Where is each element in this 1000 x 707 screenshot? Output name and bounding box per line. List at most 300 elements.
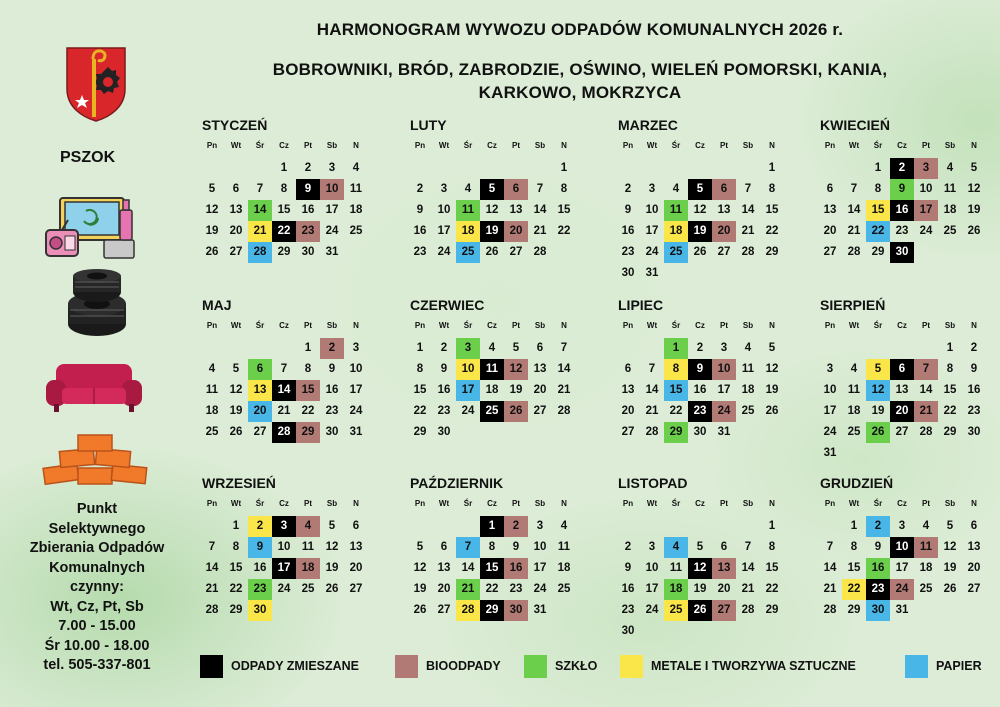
weekday-header: Pt [512, 141, 520, 150]
day-cell: 17 [325, 204, 339, 216]
day-cell: 4 [946, 162, 954, 174]
legend-swatch [395, 655, 418, 678]
day-cell: 24 [533, 583, 547, 595]
day-cell: 5 [416, 541, 424, 553]
day-cell: 10 [349, 363, 363, 375]
legend-item-bio [395, 654, 501, 678]
empty-cell [456, 158, 480, 179]
day-cell: 15 [413, 384, 427, 396]
day-cell-metal: 21 [248, 221, 272, 242]
day-cell-glass: 6 [248, 359, 272, 380]
month-grid [616, 495, 791, 642]
empty-cell [616, 158, 640, 179]
day-cell-black: 19 [480, 221, 504, 242]
day-cell: 10 [645, 204, 659, 216]
info-line: Punkt [76, 501, 118, 517]
info-line: Zbierania Odpadów [29, 540, 165, 556]
day-cell-paper: 17 [456, 380, 480, 401]
day-cell-metal: 5 [866, 359, 890, 380]
day-cell: 14 [823, 562, 837, 574]
day-cell-bio: 30 [504, 600, 528, 621]
day-cell: 21 [205, 583, 219, 595]
empty-cell [248, 158, 272, 179]
weekday-header: Sb [742, 321, 754, 330]
day-cell: 14 [919, 384, 933, 396]
day-cell: 15 [765, 204, 779, 216]
day-cell-black: 12 [688, 558, 712, 579]
weekday-header: Pt [512, 499, 520, 508]
day-cell: 14 [741, 204, 755, 216]
legend-item-glass [524, 654, 597, 678]
day-cell: 9 [416, 204, 424, 216]
day-cell: 6 [624, 363, 632, 375]
day-cell: 12 [229, 384, 243, 396]
day-cell: 25 [943, 225, 957, 237]
day-cell: 26 [943, 583, 957, 595]
weekday-header: Pn [622, 321, 634, 330]
day-cell-black: 28 [272, 422, 296, 443]
day-cell-glass: 9 [890, 179, 914, 200]
day-cell: 11 [349, 183, 363, 195]
day-cell: 30 [621, 267, 635, 279]
day-cell: 18 [205, 405, 219, 417]
day-cell: 1 [280, 162, 288, 174]
month-name: LISTOPAD [618, 475, 688, 491]
day-cell: 19 [325, 562, 339, 574]
weekday-header: Sb [534, 141, 546, 150]
empty-cell [688, 516, 712, 537]
empty-cell [616, 338, 640, 359]
day-cell: 4 [744, 342, 752, 354]
empty-cell [890, 338, 914, 359]
day-cell-glass: 18 [664, 579, 688, 600]
day-cell: 8 [488, 541, 496, 553]
day-cell: 9 [328, 363, 336, 375]
month-block [616, 296, 791, 443]
day-cell: 19 [205, 225, 219, 237]
day-cell: 31 [645, 267, 659, 279]
empty-cell [408, 158, 432, 179]
day-cell: 6 [826, 183, 834, 195]
month-block [408, 296, 583, 443]
empty-cell [272, 338, 296, 359]
day-cell: 20 [229, 225, 243, 237]
day-cell: 8 [560, 183, 568, 195]
weekday-header: Pn [622, 141, 634, 150]
day-cell: 26 [413, 604, 427, 616]
legend-label: ODPADY ZMIESZANE [231, 659, 360, 673]
empty-cell [432, 516, 456, 537]
day-cell: 27 [823, 246, 837, 258]
day-cell: 3 [440, 183, 448, 195]
weekday-header: Śr [671, 499, 681, 508]
day-cell: 25 [919, 583, 933, 595]
day-cell: 11 [741, 363, 755, 375]
info-line: Wt, Cz, Pt, Sb [50, 598, 144, 615]
day-cell-metal: 22 [842, 579, 866, 600]
month-name: STYCZEŃ [202, 117, 268, 133]
weekday-header: Wt [230, 499, 242, 508]
day-cell: 1 [416, 342, 424, 354]
month-grid [616, 317, 791, 443]
weekday-header: Śr [873, 321, 883, 330]
weekday-header: Sb [742, 499, 754, 508]
day-cell-bio: 7 [914, 359, 938, 380]
day-cell-bio: 18 [296, 558, 320, 579]
day-cell: 4 [850, 363, 858, 375]
weekday-header: Cz [695, 141, 705, 150]
day-cell: 9 [624, 562, 632, 574]
month-name: MARZEC [618, 117, 678, 133]
weekday-header: Pt [304, 499, 312, 508]
day-cell: 15 [229, 562, 243, 574]
day-cell-paper: 20 [248, 401, 272, 422]
weekday-header: Cz [695, 499, 705, 508]
day-cell: 24 [645, 246, 659, 258]
day-cell: 15 [943, 384, 957, 396]
day-cell-black: 2 [890, 158, 914, 179]
day-cell-bio: 12 [504, 359, 528, 380]
month-grid [818, 495, 993, 621]
info-line: Śr 10.00 - 18.00 [44, 637, 150, 654]
day-cell: 21 [645, 405, 659, 417]
empty-cell [200, 516, 224, 537]
day-cell: 26 [967, 225, 981, 237]
day-cell: 22 [557, 225, 571, 237]
day-cell: 16 [253, 562, 267, 574]
day-cell: 27 [509, 246, 523, 258]
day-cell: 12 [205, 204, 219, 216]
empty-cell [480, 158, 504, 179]
weekday-header: Śr [671, 321, 681, 330]
day-cell: 10 [823, 384, 837, 396]
day-cell: 19 [967, 204, 981, 216]
empty-cell [432, 158, 456, 179]
day-cell: 21 [533, 225, 547, 237]
weekday-header: N [353, 499, 359, 508]
day-cell: 3 [328, 162, 336, 174]
day-cell: 22 [943, 405, 957, 417]
empty-cell [200, 338, 224, 359]
day-cell: 7 [208, 541, 216, 553]
day-cell: 13 [823, 204, 837, 216]
empty-cell [736, 158, 760, 179]
day-cell: 6 [970, 520, 978, 532]
day-cell: 6 [352, 520, 360, 532]
weekday-header: Pn [414, 141, 426, 150]
day-cell: 8 [768, 541, 776, 553]
day-cell-bio: 20 [504, 221, 528, 242]
day-cell-black: 26 [688, 600, 712, 621]
month-grid [200, 137, 375, 263]
day-cell: 3 [720, 342, 728, 354]
day-cell: 15 [765, 562, 779, 574]
day-cell: 6 [440, 541, 448, 553]
empty-cell [224, 158, 248, 179]
weekday-header: N [971, 321, 977, 330]
info-line: Komunalnych [49, 559, 145, 576]
day-cell-bio: 23 [296, 221, 320, 242]
day-cell: 12 [943, 541, 957, 553]
day-cell: 7 [536, 183, 544, 195]
weekday-header: Cz [487, 499, 497, 508]
day-cell: 4 [488, 342, 496, 354]
day-cell: 3 [898, 520, 906, 532]
empty-cell [712, 158, 736, 179]
day-cell: 27 [533, 405, 547, 417]
day-cell-black: 16 [890, 200, 914, 221]
empty-cell [866, 338, 890, 359]
day-cell: 4 [464, 183, 472, 195]
day-cell: 12 [413, 562, 427, 574]
weekday-header: Pt [922, 321, 930, 330]
day-cell: 28 [741, 604, 755, 616]
weekday-header: N [769, 321, 775, 330]
month-grid [616, 137, 791, 284]
day-cell: 8 [280, 183, 288, 195]
day-cell-metal: 15 [866, 200, 890, 221]
day-cell: 10 [919, 183, 933, 195]
day-cell: 6 [232, 183, 240, 195]
weekday-header: Pt [512, 321, 520, 330]
empty-cell [914, 338, 938, 359]
day-cell-glass: 21 [456, 579, 480, 600]
day-cell: 17 [437, 225, 451, 237]
day-cell: 13 [967, 541, 981, 553]
day-cell-bio: 10 [712, 359, 736, 380]
day-cell: 30 [621, 625, 635, 637]
weekday-header: Cz [695, 321, 705, 330]
day-cell: 23 [621, 604, 635, 616]
day-cell: 17 [895, 562, 909, 574]
day-cell: 23 [895, 225, 909, 237]
day-cell: 21 [277, 405, 291, 417]
day-cell-bio: 4 [296, 516, 320, 537]
day-cell-glass: 11 [456, 200, 480, 221]
month-block [200, 474, 375, 621]
month-name: PAŹDZIERNIK [410, 475, 504, 491]
day-cell: 18 [349, 204, 363, 216]
legend-swatch [524, 655, 547, 678]
day-cell-glass: 26 [866, 422, 890, 443]
day-cell-black: 29 [480, 600, 504, 621]
day-cell: 13 [229, 204, 243, 216]
day-cell-bio: 15 [296, 380, 320, 401]
month-name: SIERPIEŃ [820, 297, 886, 313]
weekday-header: N [353, 141, 359, 150]
day-cell: 29 [229, 604, 243, 616]
empty-cell [640, 516, 664, 537]
empty-cell [712, 516, 736, 537]
day-cell: 24 [325, 225, 339, 237]
day-cell-black: 23 [688, 401, 712, 422]
day-cell-bio: 26 [504, 401, 528, 422]
day-cell: 7 [744, 183, 752, 195]
day-cell: 28 [823, 604, 837, 616]
day-cell: 16 [693, 384, 707, 396]
day-cell: 5 [696, 541, 704, 553]
weekday-header: Pt [922, 141, 930, 150]
month-grid [818, 317, 993, 464]
day-cell-glass: 1 [664, 338, 688, 359]
day-cell: 27 [437, 604, 451, 616]
day-cell-paper: 25 [664, 242, 688, 263]
day-cell: 12 [325, 541, 339, 553]
day-cell: 26 [485, 246, 499, 258]
day-cell: 3 [536, 520, 544, 532]
weekday-header: Śr [873, 499, 883, 508]
day-cell: 27 [621, 426, 635, 438]
day-cell-black: 11 [480, 359, 504, 380]
day-cell: 17 [349, 384, 363, 396]
day-cell-glass: 11 [664, 200, 688, 221]
day-cell-glass: 14 [248, 200, 272, 221]
day-cell: 18 [485, 384, 499, 396]
day-cell: 20 [621, 405, 635, 417]
day-cell: 9 [624, 204, 632, 216]
day-cell: 3 [648, 183, 656, 195]
day-cell-black: 22 [272, 221, 296, 242]
day-cell: 7 [280, 363, 288, 375]
empty-cell [248, 338, 272, 359]
day-cell: 13 [895, 384, 909, 396]
day-cell: 24 [461, 405, 475, 417]
weekday-header: Wt [438, 141, 450, 150]
day-cell: 11 [669, 562, 683, 574]
day-cell: 8 [946, 363, 954, 375]
day-cell: 23 [413, 246, 427, 258]
day-cell-black: 25 [480, 401, 504, 422]
day-cell-bio: 13 [712, 558, 736, 579]
day-cell: 21 [847, 225, 861, 237]
day-cell: 27 [253, 426, 267, 438]
day-cell: 14 [645, 384, 659, 396]
legend-label: BIOODPADY [426, 659, 501, 673]
day-cell: 1 [874, 162, 882, 174]
day-cell: 15 [277, 204, 291, 216]
day-cell: 29 [943, 426, 957, 438]
day-cell: 16 [325, 384, 339, 396]
day-cell-paper: 22 [866, 221, 890, 242]
day-cell: 16 [621, 583, 635, 595]
day-cell-bio: 24 [890, 579, 914, 600]
month-block [818, 296, 993, 464]
weekday-header: Wt [646, 321, 658, 330]
day-cell: 25 [847, 426, 861, 438]
day-cell: 29 [765, 246, 779, 258]
day-cell: 31 [895, 604, 909, 616]
day-cell: 10 [533, 541, 547, 553]
month-block [408, 474, 583, 621]
weekday-header: Pn [622, 499, 634, 508]
day-cell: 16 [967, 384, 981, 396]
day-cell: 5 [232, 363, 240, 375]
day-cell: 8 [416, 363, 424, 375]
weekday-header: Cz [279, 321, 289, 330]
weekday-header: Wt [848, 321, 860, 330]
day-cell: 8 [874, 183, 882, 195]
day-cell-bio: 2 [504, 516, 528, 537]
weekday-header: Wt [646, 499, 658, 508]
weekday-header: Cz [897, 141, 907, 150]
empty-cell [842, 338, 866, 359]
legend-item-paper [905, 654, 982, 678]
day-cell: 30 [301, 246, 315, 258]
month-block [200, 296, 375, 443]
empty-cell [640, 338, 664, 359]
month-block [818, 474, 993, 621]
sofa-icon [44, 360, 144, 414]
weekday-header: Pn [206, 321, 218, 330]
bricks-icon [40, 432, 150, 490]
day-cell: 2 [624, 183, 632, 195]
weekday-header: Sb [944, 499, 956, 508]
day-cell: 15 [557, 204, 571, 216]
day-cell: 20 [349, 562, 363, 574]
weekday-header: N [353, 321, 359, 330]
day-cell: 7 [744, 541, 752, 553]
weekday-header: Cz [897, 499, 907, 508]
weekday-header: Sb [534, 321, 546, 330]
weekday-header: Wt [848, 499, 860, 508]
weekday-header: N [971, 499, 977, 508]
month-name: KWIECIEŃ [820, 117, 890, 133]
day-cell: 5 [946, 520, 954, 532]
day-cell-glass: 29 [664, 422, 688, 443]
day-cell: 9 [440, 363, 448, 375]
day-cell: 23 [621, 246, 635, 258]
day-cell: 1 [304, 342, 312, 354]
day-cell-black: 15 [480, 558, 504, 579]
pszok-label: PSZOK [60, 149, 116, 166]
day-cell-black: 1 [480, 516, 504, 537]
weekday-header: Pn [824, 141, 836, 150]
day-cell: 28 [645, 426, 659, 438]
weekday-header: Śr [463, 499, 473, 508]
day-cell: 14 [533, 204, 547, 216]
day-cell: 28 [919, 426, 933, 438]
legend-label: METALE I TWORZYWA SZTUCZNE [651, 659, 856, 673]
day-cell-glass: 23 [248, 579, 272, 600]
day-cell: 13 [621, 384, 635, 396]
day-cell: 27 [895, 426, 909, 438]
day-cell: 1 [232, 520, 240, 532]
day-cell-metal: 13 [248, 380, 272, 401]
day-cell: 8 [304, 363, 312, 375]
day-cell: 14 [461, 562, 475, 574]
empty-cell [688, 158, 712, 179]
day-cell-bio: 3 [914, 158, 938, 179]
day-cell: 13 [349, 541, 363, 553]
legend-swatch [200, 655, 223, 678]
day-cell-bio: 29 [296, 422, 320, 443]
weekday-header: Cz [487, 321, 497, 330]
weekday-header: Pn [206, 141, 218, 150]
day-cell: 7 [256, 183, 264, 195]
day-cell: 11 [205, 384, 219, 396]
weekday-header: Wt [230, 321, 242, 330]
info-line: Selektywnego [48, 520, 146, 537]
weekday-header: Wt [438, 499, 450, 508]
month-grid [200, 495, 375, 621]
day-cell-metal: 8 [664, 359, 688, 380]
day-cell: 15 [847, 562, 861, 574]
day-cell: 11 [847, 384, 861, 396]
empty-cell [842, 158, 866, 179]
day-cell: 25 [557, 583, 571, 595]
day-cell: 20 [823, 225, 837, 237]
day-cell: 17 [645, 225, 659, 237]
